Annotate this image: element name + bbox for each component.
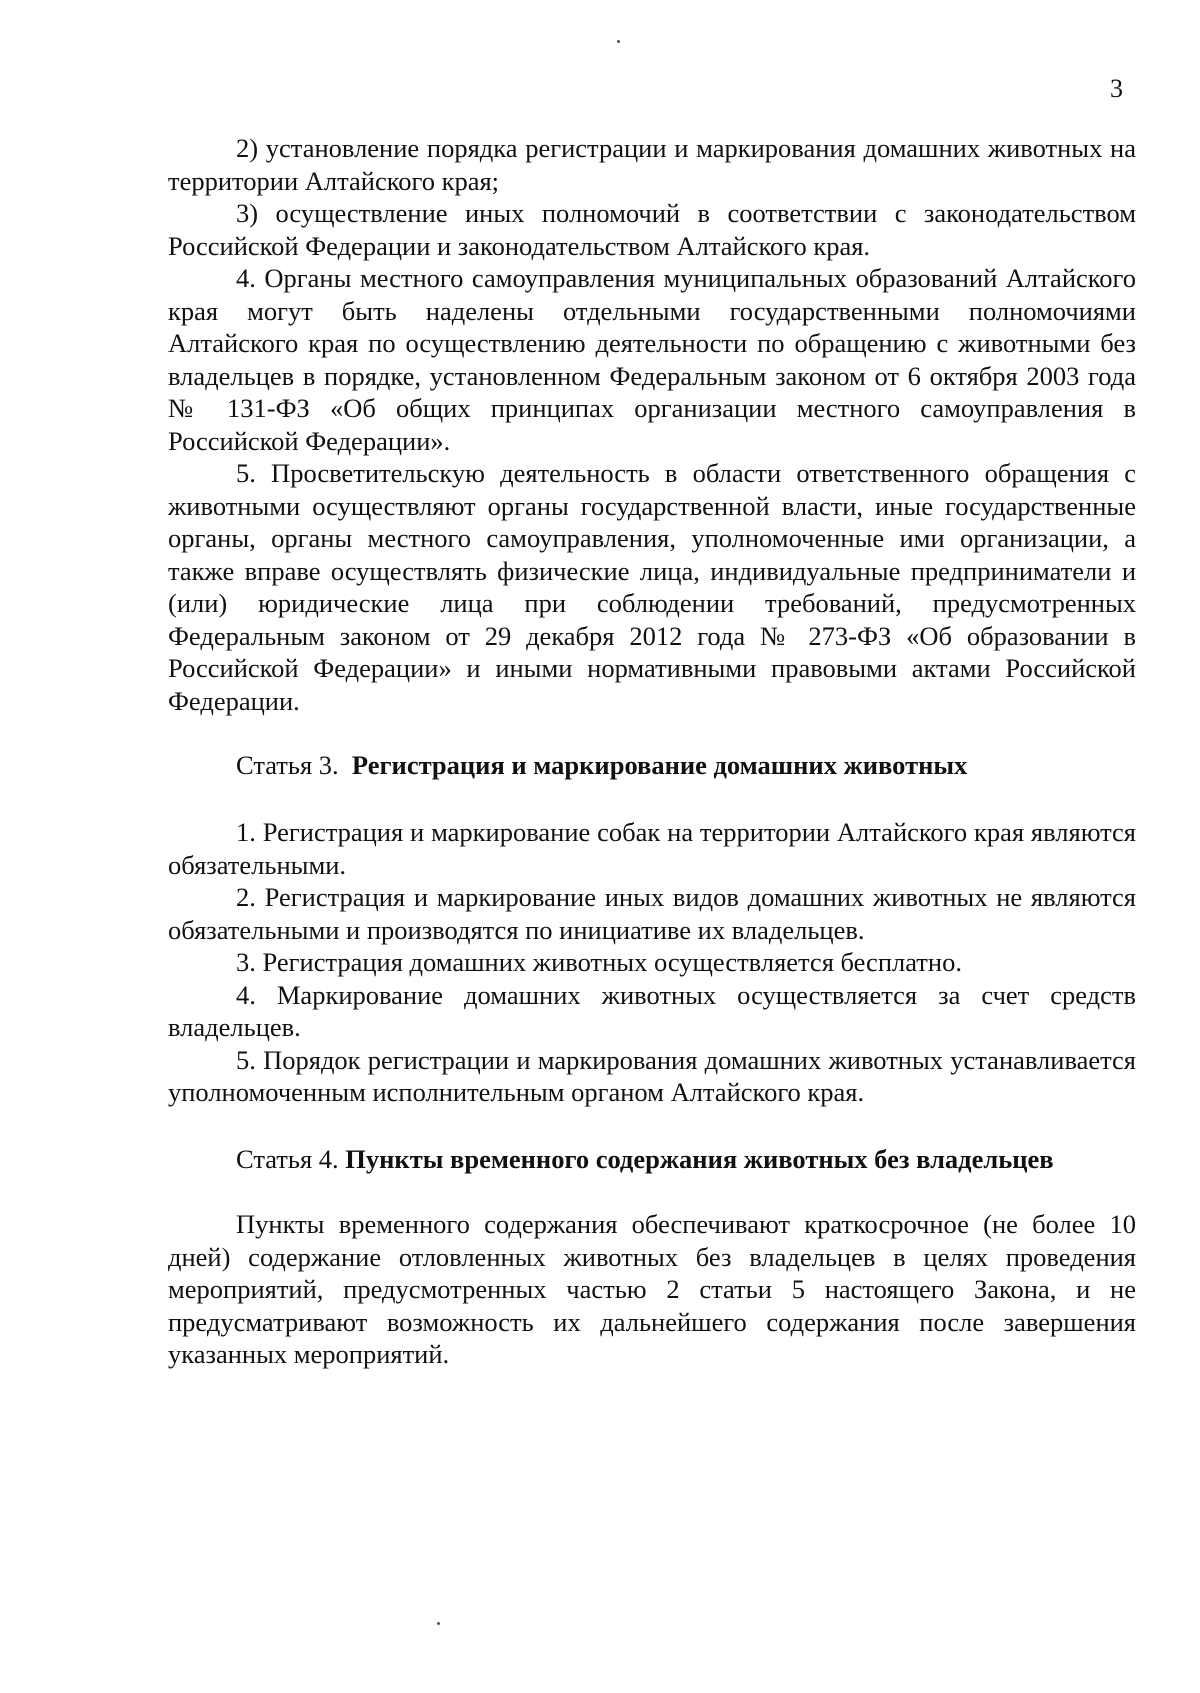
paragraph: 1. Регистрация и маркирование собак на территории Алтайского края являются обязательными. xyxy=(168,817,1136,880)
paragraph: 3. Регистрация домашних животных осуществляется бесплатно. xyxy=(236,947,962,977)
paragraph: 5. Просветительскую деятельность в области ответственного обращения с животными осуществляют органы государственной власти, иные государственные органы, органы местного самоуправления, уполномоченные ими организации, а также вправе осуществлять физические лица, индивидуальные предприниматели и (или) юридические лица при соблюдении требований, предусмотренных Федеральным законом от 29 декабря 2012 года № 273-ФЗ «Об образовании в Российской Федерации» и иными нормативными правовыми актами Российской Федерации. xyxy=(168,458,1136,716)
paragraph: 2) установление порядка регистрации и маркирования домашних животных на территории Алтайского края; xyxy=(168,133,1136,196)
page-number: 3 xyxy=(1110,74,1123,103)
article-3-body xyxy=(168,816,1136,1109)
article-title: Регистрация и маркирование домашних животных xyxy=(351,750,968,780)
article-4-body xyxy=(168,1208,1136,1371)
article-label: Статья 4. xyxy=(236,1144,339,1174)
scan-speck xyxy=(437,1622,440,1625)
scan-speck xyxy=(617,40,620,43)
article-3-heading-block xyxy=(168,749,1136,782)
article-label: Статья 3. xyxy=(236,750,339,780)
paragraph: 4. Маркирование домашних животных осуществляется за счет средств владельцев. xyxy=(168,979,1136,1042)
article-heading xyxy=(168,1143,1136,1176)
paragraph: Пункты временного содержания обеспечивают краткосрочное (не более 10 дней) содержание отловленных животных без владельцев в целях проведения мероприятий, предусмотренных частью 2 статьи 5 настоящего Закона, и не предусматривают возможность их дальнейшего содержания после завершения указанных мероприятий. xyxy=(168,1209,1136,1369)
article-4-heading-block xyxy=(168,1143,1136,1176)
article-heading xyxy=(168,749,1136,782)
paragraph: 4. Органы местного самоуправления муниципальных образований Алтайского края могут быть наделены отдельными государственными полномочиями Алтайского края по осуществлению деятельности по обращению с животными без владельцев в порядке, установленном Федеральным законом от 6 октября 2003 года № 131-ФЗ «Об общих принципах организации местного самоуправления в Российской Федерации». xyxy=(168,263,1136,456)
article-title: Пункты временного содержания животных без владельцев xyxy=(345,1144,1054,1174)
continued-text-block xyxy=(168,132,1136,717)
paragraph: 3) осуществление иных полномочий в соответствии с законодательством Российской Федерации и законодательством Алтайского края. xyxy=(168,198,1136,261)
paragraph: 2. Регистрация и маркирование иных видов домашних животных не являются обязательными и производятся по инициативе их владельцев. xyxy=(168,882,1136,945)
paragraph: 5. Порядок регистрации и маркирования домашних животных устанавливается уполномоченным исполнительным органом Алтайского края. xyxy=(168,1044,1136,1107)
